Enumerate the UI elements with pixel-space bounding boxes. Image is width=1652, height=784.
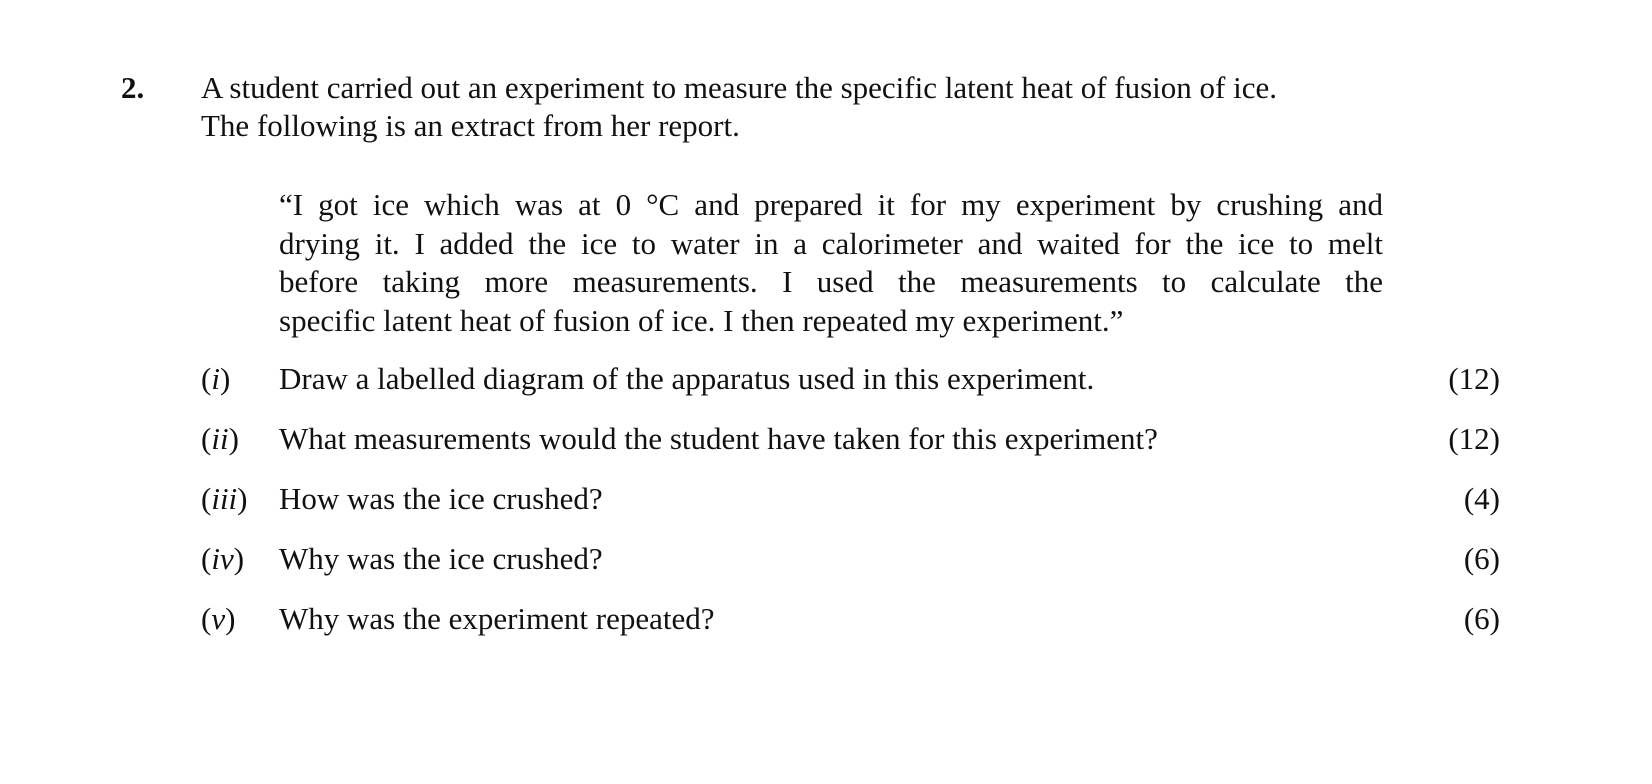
intro-line: The following is an extract from her report. <box>201 108 740 143</box>
part-marks: (12) <box>1448 421 1500 456</box>
part-number: (i) <box>201 361 231 396</box>
part-marks: (4) <box>1463 481 1500 516</box>
part-number: (iii) <box>201 481 248 516</box>
part-i <box>0 360 1652 398</box>
part-question-text: Why was the ice crushed? <box>279 541 603 576</box>
part-ii <box>0 420 1652 458</box>
report-extract-quote <box>279 186 1383 340</box>
part-marks: (6) <box>1463 541 1500 576</box>
part-number: (ii) <box>201 421 239 456</box>
part-marks: (12) <box>1448 361 1500 396</box>
part-question-text: How was the ice crushed? <box>279 481 603 516</box>
part-question-text: What measurements would the student have taken for this experiment? <box>279 421 1158 456</box>
question-intro <box>201 69 1277 145</box>
quote-line: “I got ice which was at 0 °C and prepared it for my experiment by crushing and <box>279 187 1383 222</box>
part-v <box>0 600 1652 638</box>
intro-line: A student carried out an experiment to measure the specific latent heat of fusion of ice. <box>201 70 1277 105</box>
question-number: 2. <box>121 70 145 105</box>
part-marks: (6) <box>1463 601 1500 636</box>
part-number: (v) <box>201 601 236 636</box>
part-iii <box>0 480 1652 518</box>
part-question-text: Draw a labelled diagram of the apparatus used in this experiment. <box>279 361 1095 396</box>
part-iv <box>0 540 1652 578</box>
quote-line: drying it. I added the ice to water in a calorimeter and waited for the ice to melt <box>279 225 1383 261</box>
quote-line: before taking more measurements. I used the measurements to calculate the <box>279 264 1383 299</box>
quote-line: specific latent heat of fusion of ice. I then repeated my experiment.” <box>279 302 1124 338</box>
part-number: (iv) <box>201 541 245 576</box>
part-question-text: Why was the experiment repeated? <box>279 601 715 636</box>
